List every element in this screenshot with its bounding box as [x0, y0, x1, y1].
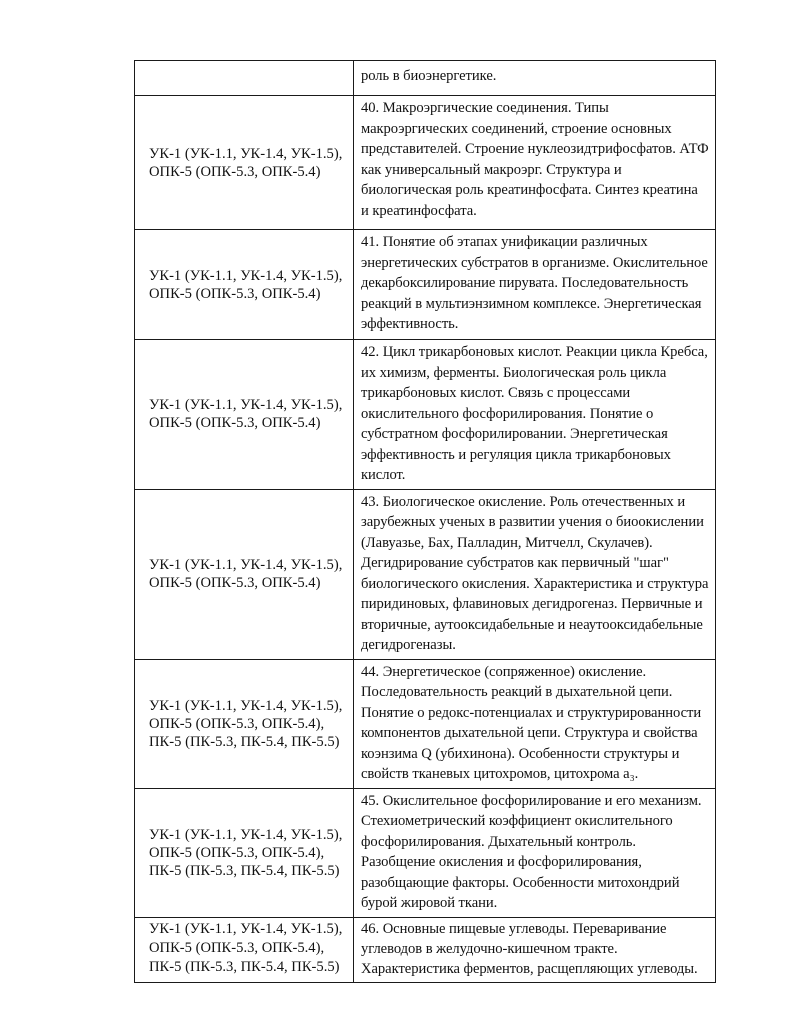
topic-cell — [354, 659, 716, 788]
competency-code-line: ПК-5 (ПК-5.3, ПК-5.4, ПК-5.5) — [149, 733, 340, 750]
topic-text: 40. Макроэргические соединения. Типы макроэргических соединений, строение основных представителей. Строение нуклеозидтрифосфатов. АТФ как универсальный макроэрг. Структура и биологическая роль креатинфосфата. Синтез креатина и креатинфосфата. — [361, 100, 709, 219]
competency-code-line: ОПК-5 (ОПК-5.3, ОПК-5.4) — [149, 285, 321, 302]
competency-code-cell — [135, 788, 354, 917]
table-row — [135, 61, 716, 96]
topic-text: 43. Биологическое окисление. Роль отечественных и зарубежных ученых в развитии учения о биоокислении (Лавуазье, Бах, Палладин, Митчелл, Скулачев). Дегидрирование субстратов как первичный "шаг" биологического окисления. Характеристика и структура пиридиновых, флавиновых дегидрогеназ. Первичные и вторичные, аутооксидабельные и неаутооксидабельные дегидрогеназы. — [361, 493, 709, 653]
table-row — [135, 917, 716, 982]
competency-code-line: УК-1 (УК-1.1, УК-1.4, УК-1.5), — [149, 920, 343, 937]
competency-code-line: УК-1 (УК-1.1, УК-1.4, УК-1.5), — [149, 697, 343, 714]
competency-code-cell — [135, 61, 354, 96]
table-row — [135, 659, 716, 788]
topic-cell — [354, 96, 716, 230]
competency-code-line: ОПК-5 (ОПК-5.3, ОПК-5.4) — [149, 575, 321, 591]
topic-text: 45. Окислительное фосфорилирование и его механизм. Стехиометрический коэффициент окислительного фосфорилирования. Дыхательный контроль. Разобщение окисления и фосфорилирования, разобщающие факторы. Особенности митохондрий бурой жировой ткани. — [361, 792, 702, 911]
table-row — [135, 230, 716, 340]
competency-code-line: ПК-5 (ПК-5.3, ПК-5.4, ПК-5.5) — [149, 958, 340, 975]
competency-code-line: ОПК-5 (ОПК-5.3, ОПК-5.4), — [149, 715, 325, 732]
competency-code-cell — [135, 96, 354, 230]
competency-code-line: ОПК-5 (ОПК-5.3, ОПК-5.4), — [149, 844, 325, 861]
topic-cell — [354, 489, 716, 659]
table-row — [135, 489, 716, 659]
competency-code-line: УК-1 (УК-1.1, УК-1.4, УК-1.5), — [149, 145, 343, 162]
competency-code-line: УК-1 (УК-1.1, УК-1.4, УК-1.5), — [149, 826, 343, 843]
competency-code-line: ОПК-5 (ОПК-5.3, ОПК-5.4) — [149, 163, 321, 180]
topic-cell — [354, 917, 716, 982]
competency-code-line: УК-1 (УК-1.1, УК-1.4, УК-1.5), — [149, 557, 343, 573]
competency-code-cell — [135, 230, 354, 340]
topic-text: 42. Цикл трикарбоновых кислот. Реакции цикла Кребса, их химизм, ферменты. Биологическая роль цикла трикарбоновых кислот. Связь с процессами окислительного фосфорилирования. Понятие о субстратном фосфорилировании. Энергетическая эффективность и регуляция цикла трикарбоновых кислот. — [361, 344, 708, 483]
topic-text: 41. Понятие об этапах унификации различных энергетических субстратов в организме. Окислительное декарбоксилирование пирувата. Последовательность реакций в мультиэнзимном комплексе. Энергетическая эффективность. — [361, 234, 708, 332]
topic-text: роль в биоэнергетике. — [361, 68, 497, 85]
competency-code-line: ОПК-5 (ОПК-5.3, ОПК-5.4), — [149, 939, 325, 956]
topic-cell — [354, 340, 716, 490]
competency-code-cell — [135, 340, 354, 490]
table-row — [135, 340, 716, 490]
competency-topic-table — [134, 60, 716, 983]
competency-code-line: ОПК-5 (ОПК-5.3, ОПК-5.4) — [149, 415, 321, 432]
topic-cell — [354, 230, 716, 340]
competency-code-line: УК-1 (УК-1.1, УК-1.4, УК-1.5), — [149, 397, 343, 414]
table-row — [135, 96, 716, 230]
topic-cell — [354, 788, 716, 917]
competency-code-line: УК-1 (УК-1.1, УК-1.4, УК-1.5), — [149, 267, 343, 284]
competency-code-cell — [135, 917, 354, 982]
topic-cell — [354, 61, 716, 96]
competency-code-cell — [135, 659, 354, 788]
competency-code-cell — [135, 489, 354, 659]
topic-text: 44. Энергетическое (сопряженное) окисление. Последовательность реакций в дыхательной цепи. Понятие о редокс-потенциалах и структурированности компонентов дыхательной цепи. Структура и свойства коэнзима Q (убихинона). Особенности структуры и свойств тканевых цитохромов, цитохрома а₃. — [361, 663, 702, 782]
table-row — [135, 788, 716, 917]
topic-text: 46. Основные пищевые углеводы. Переваривание углеводов в желудочно-кишечном тракте. Характеристика ферментов, расщепляющих углеводы. — [361, 920, 698, 977]
competency-code-line: ПК-5 (ПК-5.3, ПК-5.4, ПК-5.5) — [149, 862, 340, 879]
